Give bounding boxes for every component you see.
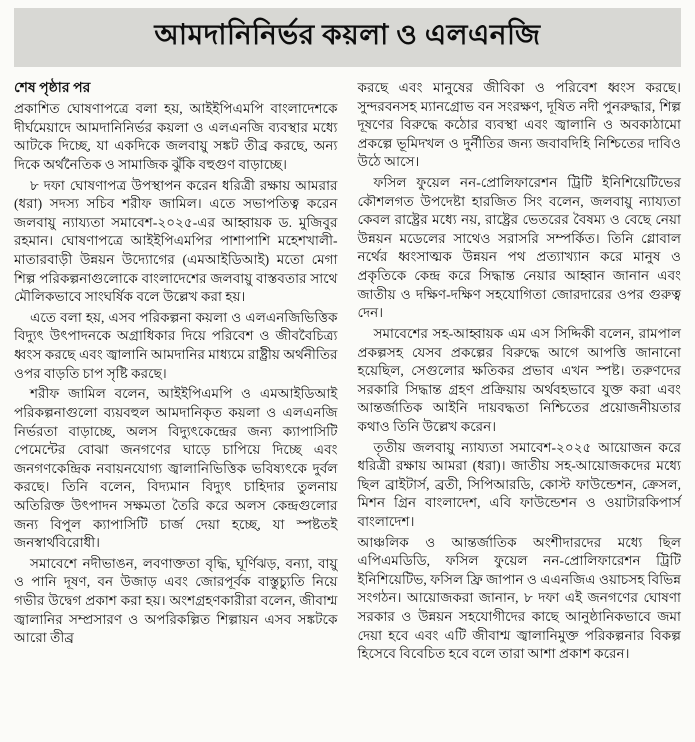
article-paragraph: সমাবেশের সহ-আহ্বায়ক এম এস সিদ্দিকী বলেন, রামপাল প্রকল্পসহ যেসব প্রকল্পের বিরুদ্ধে আগে আপত্তি জানানো হয়েছিল, সেগুলোর ক্ষতিকর প্রভাব এখন স্পষ্ট। তরুণদের সরকারি সিদ্ধান্ত গ্রহণ প্রক্রিয়ায় অর্থবহভাবে যুক্ত করা এবং আন্তর্জাতিক আইনি দায়বদ্ধতা নিশ্চিতের প্রয়োজনীয়তার কথাও তিনি উল্লেখ করেন। [357,325,681,434]
article-paragraph: সমাবেশে নদীভাঙন, লবণাক্ততা বৃদ্ধি, ঘূর্ণিঝড়, বন্যা, বায়ু ও পানি দূষণ, বন উজাড় এবং জোরপূর্বক বাস্তুচ্যুতি নিয়ে গভীর উদ্বেগ প্রকাশ করা হয়। অংশগ্রহণকারীরা বলেন, জীবাশ্ম জ্বালানির সম্প্রসারণ ও অপরিকল্পিত শিল্পায়ন এসব সঙ্কটকে আরো তীব্র [14,555,338,646]
continuation-note: শেষ পৃষ্ঠার পর [14,81,91,96]
article-body [10,79,685,666]
article-paragraph: আঞ্চলিক ও আন্তর্জাতিক অংশীদারদের মধ্যে ছিল এপিএমডিডি, ফসিল ফুয়েল নন-প্রোলিফারেশন ট্রিটি ইনিশিয়েটিভ, ফসিল ফ্রি জাপান ও এএনজিএ ওয়াচসহ বিভিন্ন সংগঠন। আয়োজকরা জানান, ৮ দফা এই জনগণের ঘোষণা সরকার ও উন্নয়ন সহযোগীদের কাছে আনুষ্ঠানিকভাবে জমা দেয়া হবে এবং এটি জীবাশ্ম জ্বালানিমুক্ত পরিকল্পনার বিকল্প হিসেবে বিবেচিত হবে বলে তারা আশা প্রকাশ করেন। [357,534,681,662]
article-paragraph: ফসিল ফুয়েল নন-প্রোলিফারেশন ট্রিটি ইনিশিয়েটিভের কৌশলগত উপদেষ্টা হারজিত সিং বলেন, জলবায়ু ন্যায্যতা কেবল রাষ্ট্রের মধ্যে নয়, রাষ্ট্রের ভেতরের বৈষম্য ও বেছে নেয়া উন্নয়ন মডেলের সাথেও সরাসরি সম্পর্কিত। তিনি গ্লোবাল নর্থের ধ্বংসাত্মক উন্নয়ন পথ প্রত্যাখ্যান করে মানুষ ও প্রকৃতিকে কেন্দ্র করে সিদ্ধান্ত নেয়ার আহ্বান জানান এবং জাতীয় ও দক্ষিণ-দক্ষিণ সহযোগিতা জোরদারের ওপর গুরুত্ব দেন। [357,175,681,321]
article-title-bar [14,8,681,67]
article-paragraph: শরীফ জামিল বলেন, আইইপিএমপি ও এমআইডিআই পরিকল্পনাগুলো ব্যয়বহুল আমদানিকৃত কয়লা ও এলএনজি নির্ভরতা বাড়াচ্ছে, অলস বিদ্যুৎকেন্দ্রের জন্য ক্যাপাসিটি পেমেন্টের বোঝা জনগণের ঘাড়ে চাপিয়ে দিচ্ছে এবং জনগণকেন্দ্রিক নবায়নযোগ্য জ্বালানিভিত্তিক ভবিষ্যৎকে দুর্বল করছে। তিনি বলেন, বিদ্যমান বিদ্যুৎ চাহিদার তুলনায় অতিরিক্ত উৎপাদন সক্ষমতা তৈরি করে অলস কেন্দ্রগুলোর জন্য বিপুল ক্যাপাসিটি চার্জ দেয়া হচ্ছে, যা স্পষ্টতই জনস্বার্থবিরোধী। [14,386,338,551]
article-paragraph: এতে বলা হয়, এসব পরিকল্পনা কয়লা ও এলএনজিভিত্তিক বিদ্যুৎ উৎপাদনকে অগ্রাধিকার দিয়ে পরিবেশ ও জীববৈচিত্র্য ধ্বংস করছে এবং জ্বালানি আমদানির মাধ্যমে রাষ্ট্রীয় অর্থনীতির ওপর বাড়তি চাপ সৃষ্টি করছে। [14,309,338,381]
article-paragraph: ৮ দফা ঘোষণাপত্র উপস্থাপন করেন ধরিত্রী রক্ষায় আমরার (ধরা) সদস্য সচিব শরীফ জামিল। এতে সভাপতিত্ব করেন জলবায়ু ন্যায্যতা সমাবেশ-২০২৫-এর আহ্বায়ক ড. মুজিবুর রহমান। ঘোষণাপত্রে আইইপিএমপির পাশাপাশি মহেশখালী-মাতারবাড়ী উন্নয়ন উদ্যোগের (এমআইডিআই) মতো মেগা শিল্প পরিকল্পনাগুলোকে বাংলাদেশের জলবায়ু বাস্তবতার সাথে মৌলিকভাবে সাংঘর্ষিক বলে উল্লেখ করা হয়। [14,177,338,305]
article-paragraph: প্রকাশিত ঘোষণাপত্রে বলা হয়, আইইপিএমপি বাংলাদেশকে দীর্ঘমেয়াদে আমদানিনির্ভর কয়লা ও এলএনজি ব্যবস্থার মধ্যে আটকে দিচ্ছে, যা একদিকে জলবায়ু সঙ্কট তীব্র করছে, অন্য দিকে অর্থনৈতিক ও সামাজিক ঝুঁকি বহুগুণ বাড়াচ্ছে। [14,101,338,172]
article-title: আমদানিনির্ভর কয়লা ও এলএনজি [154,20,541,51]
article-paragraph: তৃতীয় জলবায়ু ন্যায্যতা সমাবেশ-২০২৫ আয়োজন করে ধরিত্রী রক্ষায় আমরা (ধরা)। জাতীয় সহ-আয়োজকদের মধ্যে ছিল ব্রাইটার্স, ব্রতী, সিপিআরডি, কোস্ট ফাউন্ডেশন, ক্রেসল, মিশন গ্রিন বাংলাদেশ, এবি ফাউন্ডেশন ও ওয়াটারকিপার্স বাংলাদেশ। [357,439,681,530]
article-paragraph: করছে এবং মানুষের জীবিকা ও পরিবেশ ধ্বংস করছে। সুন্দরবনসহ ম্যানগ্রোভ বন সংরক্ষণ, দূষিত নদী পুনরুদ্ধার, শিল্প দূষণের বিরুদ্ধে কঠোর ব্যবস্থা এবং জ্বালানি ও অবকাঠামো প্রকল্পে ভূমিদখল ও দুর্নীতির জন্য জবাবদিহি নিশ্চিতের দাবিও উঠে আসে। [357,80,681,170]
right-column [358,79,682,666]
left-column [14,79,338,666]
